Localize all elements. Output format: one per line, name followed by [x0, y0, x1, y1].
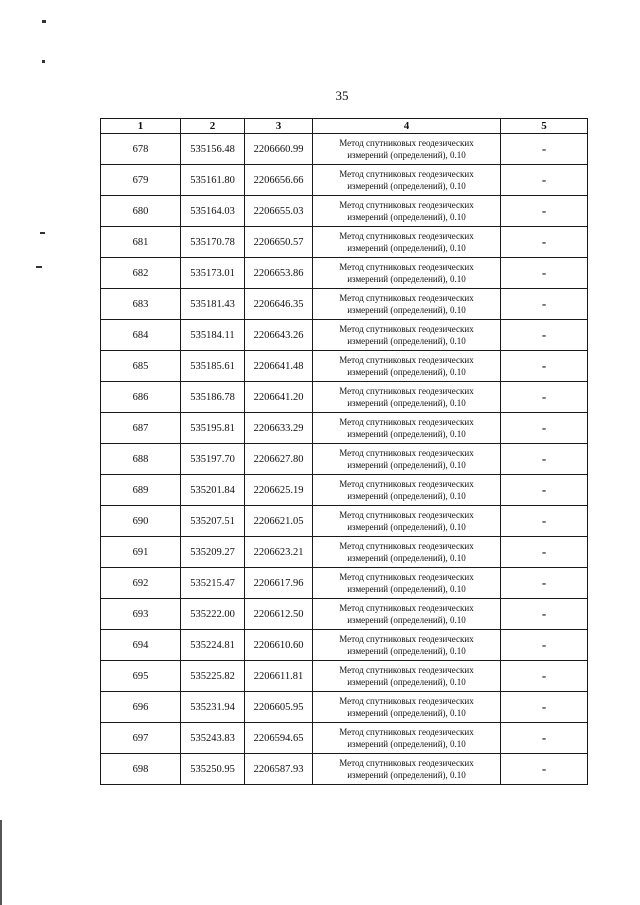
- table-row: [101, 196, 588, 227]
- y-coordinate-cell: 2206587.93: [245, 754, 313, 785]
- y-coordinate-cell: 2206627.80: [245, 444, 313, 475]
- scan-mark: [40, 232, 45, 234]
- method-cell: [313, 196, 501, 227]
- x-coordinate-cell: 535197.70: [181, 444, 245, 475]
- table-row: [101, 723, 588, 754]
- method-line-1: Метод спутниковых геодезических: [339, 262, 474, 272]
- table-row: [101, 289, 588, 320]
- method-line-2: измерений (определений), 0.10: [347, 584, 466, 594]
- method-line-1: Метод спутниковых геодезических: [339, 572, 474, 582]
- method-line-2: измерений (определений), 0.10: [347, 429, 466, 439]
- x-coordinate-cell: 535185.61: [181, 351, 245, 382]
- scan-edge-line: [0, 820, 2, 905]
- header-col-4: 4: [313, 119, 501, 134]
- x-coordinate-cell: 535173.01: [181, 258, 245, 289]
- point-number-cell: 680: [101, 196, 181, 227]
- method-cell: [313, 568, 501, 599]
- method-line-1: Метод спутниковых геодезических: [339, 603, 474, 613]
- table-row: [101, 506, 588, 537]
- table-row: [101, 599, 588, 630]
- table-row: [101, 475, 588, 506]
- col5-cell: -: [501, 444, 588, 475]
- method-line-1: Метод спутниковых геодезических: [339, 479, 474, 489]
- point-number-cell: 691: [101, 537, 181, 568]
- point-number-cell: 694: [101, 630, 181, 661]
- table-row: [101, 692, 588, 723]
- table-row: [101, 382, 588, 413]
- y-coordinate-cell: 2206655.03: [245, 196, 313, 227]
- header-col-1: 1: [101, 119, 181, 134]
- col5-cell: -: [501, 723, 588, 754]
- col5-cell: -: [501, 537, 588, 568]
- table-row: [101, 568, 588, 599]
- y-coordinate-cell: 2206641.48: [245, 351, 313, 382]
- y-coordinate-cell: 2206605.95: [245, 692, 313, 723]
- method-line-1: Метод спутниковых геодезических: [339, 200, 474, 210]
- col5-cell: -: [501, 661, 588, 692]
- method-cell: [313, 165, 501, 196]
- header-col-5: 5: [501, 119, 588, 134]
- method-cell: [313, 413, 501, 444]
- point-number-cell: 689: [101, 475, 181, 506]
- method-line-2: измерений (определений), 0.10: [347, 305, 466, 315]
- method-line-2: измерений (определений), 0.10: [347, 367, 466, 377]
- page-number: 35: [335, 88, 349, 103]
- table-row: [101, 227, 588, 258]
- table-row: [101, 661, 588, 692]
- x-coordinate-cell: 535161.80: [181, 165, 245, 196]
- method-cell: [313, 382, 501, 413]
- table-row: [101, 165, 588, 196]
- x-coordinate-cell: 535231.94: [181, 692, 245, 723]
- x-coordinate-cell: 535156.48: [181, 134, 245, 165]
- point-number-cell: 693: [101, 599, 181, 630]
- y-coordinate-cell: 2206617.96: [245, 568, 313, 599]
- method-cell: [313, 599, 501, 630]
- method-line-2: измерений (определений), 0.10: [347, 615, 466, 625]
- method-line-1: Метод спутниковых геодезических: [339, 169, 474, 179]
- y-coordinate-cell: 2206594.65: [245, 723, 313, 754]
- scan-mark: [42, 20, 46, 23]
- y-coordinate-cell: 2206625.19: [245, 475, 313, 506]
- col5-cell: -: [501, 475, 588, 506]
- point-number-cell: 690: [101, 506, 181, 537]
- method-line-2: измерений (определений), 0.10: [347, 739, 466, 749]
- method-cell: [313, 630, 501, 661]
- x-coordinate-cell: 535224.81: [181, 630, 245, 661]
- method-line-2: измерений (определений), 0.10: [347, 398, 466, 408]
- col5-cell: -: [501, 289, 588, 320]
- method-line-1: Метод спутниковых геодезических: [339, 386, 474, 396]
- col5-cell: -: [501, 320, 588, 351]
- point-number-cell: 692: [101, 568, 181, 599]
- method-cell: [313, 444, 501, 475]
- y-coordinate-cell: 2206641.20: [245, 382, 313, 413]
- table-row: [101, 444, 588, 475]
- col5-cell: -: [501, 351, 588, 382]
- point-number-cell: 695: [101, 661, 181, 692]
- table-row: [101, 537, 588, 568]
- point-number-cell: 678: [101, 134, 181, 165]
- point-number-cell: 688: [101, 444, 181, 475]
- col5-cell: -: [501, 134, 588, 165]
- method-line-2: измерений (определений), 0.10: [347, 646, 466, 656]
- coordinates-table: [100, 118, 588, 785]
- header-col-3: 3: [245, 119, 313, 134]
- x-coordinate-cell: 535164.03: [181, 196, 245, 227]
- col5-cell: -: [501, 227, 588, 258]
- method-line-2: измерений (определений), 0.10: [347, 181, 466, 191]
- method-cell: [313, 320, 501, 351]
- x-coordinate-cell: 535181.43: [181, 289, 245, 320]
- col5-cell: -: [501, 692, 588, 723]
- col5-cell: -: [501, 165, 588, 196]
- scan-mark: [36, 266, 42, 268]
- point-number-cell: 686: [101, 382, 181, 413]
- method-line-2: измерений (определений), 0.10: [347, 770, 466, 780]
- point-number-cell: 698: [101, 754, 181, 785]
- method-cell: [313, 692, 501, 723]
- method-line-2: измерений (определений), 0.10: [347, 336, 466, 346]
- method-cell: [313, 661, 501, 692]
- point-number-cell: 685: [101, 351, 181, 382]
- y-coordinate-cell: 2206653.86: [245, 258, 313, 289]
- method-line-1: Метод спутниковых геодезических: [339, 355, 474, 365]
- method-line-2: измерений (определений), 0.10: [347, 491, 466, 501]
- y-coordinate-cell: 2206633.29: [245, 413, 313, 444]
- method-cell: [313, 227, 501, 258]
- x-coordinate-cell: 535209.27: [181, 537, 245, 568]
- method-cell: [313, 754, 501, 785]
- point-number-cell: 679: [101, 165, 181, 196]
- x-coordinate-cell: 535225.82: [181, 661, 245, 692]
- method-cell: [313, 537, 501, 568]
- y-coordinate-cell: 2206623.21: [245, 537, 313, 568]
- method-line-2: измерений (определений), 0.10: [347, 150, 466, 160]
- scan-mark: [42, 60, 45, 63]
- col5-cell: -: [501, 506, 588, 537]
- y-coordinate-cell: 2206650.57: [245, 227, 313, 258]
- col5-cell: -: [501, 630, 588, 661]
- col5-cell: -: [501, 599, 588, 630]
- method-line-1: Метод спутниковых геодезических: [339, 634, 474, 644]
- method-line-2: измерений (определений), 0.10: [347, 553, 466, 563]
- method-line-1: Метод спутниковых геодезических: [339, 510, 474, 520]
- method-line-2: измерений (определений), 0.10: [347, 708, 466, 718]
- x-coordinate-cell: 535215.47: [181, 568, 245, 599]
- table-header-row: [101, 119, 588, 134]
- table-row: [101, 630, 588, 661]
- table-row: [101, 754, 588, 785]
- method-line-2: измерений (определений), 0.10: [347, 212, 466, 222]
- col5-cell: -: [501, 196, 588, 227]
- col5-cell: -: [501, 568, 588, 599]
- method-line-1: Метод спутниковых геодезических: [339, 138, 474, 148]
- point-number-cell: 696: [101, 692, 181, 723]
- table-row: [101, 134, 588, 165]
- method-line-2: измерений (определений), 0.10: [347, 460, 466, 470]
- method-line-1: Метод спутниковых геодезических: [339, 324, 474, 334]
- y-coordinate-cell: 2206656.66: [245, 165, 313, 196]
- method-line-1: Метод спутниковых геодезических: [339, 541, 474, 551]
- point-number-cell: 697: [101, 723, 181, 754]
- point-number-cell: 687: [101, 413, 181, 444]
- method-cell: [313, 134, 501, 165]
- table-row: [101, 413, 588, 444]
- y-coordinate-cell: 2206646.35: [245, 289, 313, 320]
- method-line-2: измерений (определений), 0.10: [347, 274, 466, 284]
- table-row: [101, 351, 588, 382]
- header-col-2: 2: [181, 119, 245, 134]
- x-coordinate-cell: 535207.51: [181, 506, 245, 537]
- y-coordinate-cell: 2206621.05: [245, 506, 313, 537]
- x-coordinate-cell: 535170.78: [181, 227, 245, 258]
- x-coordinate-cell: 535201.84: [181, 475, 245, 506]
- x-coordinate-cell: 535222.00: [181, 599, 245, 630]
- point-number-cell: 681: [101, 227, 181, 258]
- x-coordinate-cell: 535184.11: [181, 320, 245, 351]
- x-coordinate-cell: 535250.95: [181, 754, 245, 785]
- method-line-1: Метод спутниковых геодезических: [339, 231, 474, 241]
- method-line-1: Метод спутниковых геодезических: [339, 417, 474, 427]
- method-cell: [313, 723, 501, 754]
- method-line-1: Метод спутниковых геодезических: [339, 758, 474, 768]
- y-coordinate-cell: 2206660.99: [245, 134, 313, 165]
- method-line-1: Метод спутниковых геодезических: [339, 293, 474, 303]
- method-line-2: измерений (определений), 0.10: [347, 677, 466, 687]
- method-line-1: Метод спутниковых геодезических: [339, 727, 474, 737]
- method-cell: [313, 289, 501, 320]
- y-coordinate-cell: 2206643.26: [245, 320, 313, 351]
- table-row: [101, 320, 588, 351]
- method-line-1: Метод спутниковых геодезических: [339, 696, 474, 706]
- method-cell: [313, 475, 501, 506]
- method-cell: [313, 258, 501, 289]
- col5-cell: -: [501, 258, 588, 289]
- col5-cell: -: [501, 413, 588, 444]
- method-cell: [313, 506, 501, 537]
- col5-cell: -: [501, 754, 588, 785]
- y-coordinate-cell: 2206610.60: [245, 630, 313, 661]
- x-coordinate-cell: 535195.81: [181, 413, 245, 444]
- method-line-1: Метод спутниковых геодезических: [339, 448, 474, 458]
- y-coordinate-cell: 2206612.50: [245, 599, 313, 630]
- point-number-cell: 682: [101, 258, 181, 289]
- x-coordinate-cell: 535243.83: [181, 723, 245, 754]
- method-cell: [313, 351, 501, 382]
- point-number-cell: 683: [101, 289, 181, 320]
- y-coordinate-cell: 2206611.81: [245, 661, 313, 692]
- col5-cell: -: [501, 382, 588, 413]
- x-coordinate-cell: 535186.78: [181, 382, 245, 413]
- method-line-2: измерений (определений), 0.10: [347, 243, 466, 253]
- method-line-1: Метод спутниковых геодезических: [339, 665, 474, 675]
- point-number-cell: 684: [101, 320, 181, 351]
- table-row: [101, 258, 588, 289]
- method-line-2: измерений (определений), 0.10: [347, 522, 466, 532]
